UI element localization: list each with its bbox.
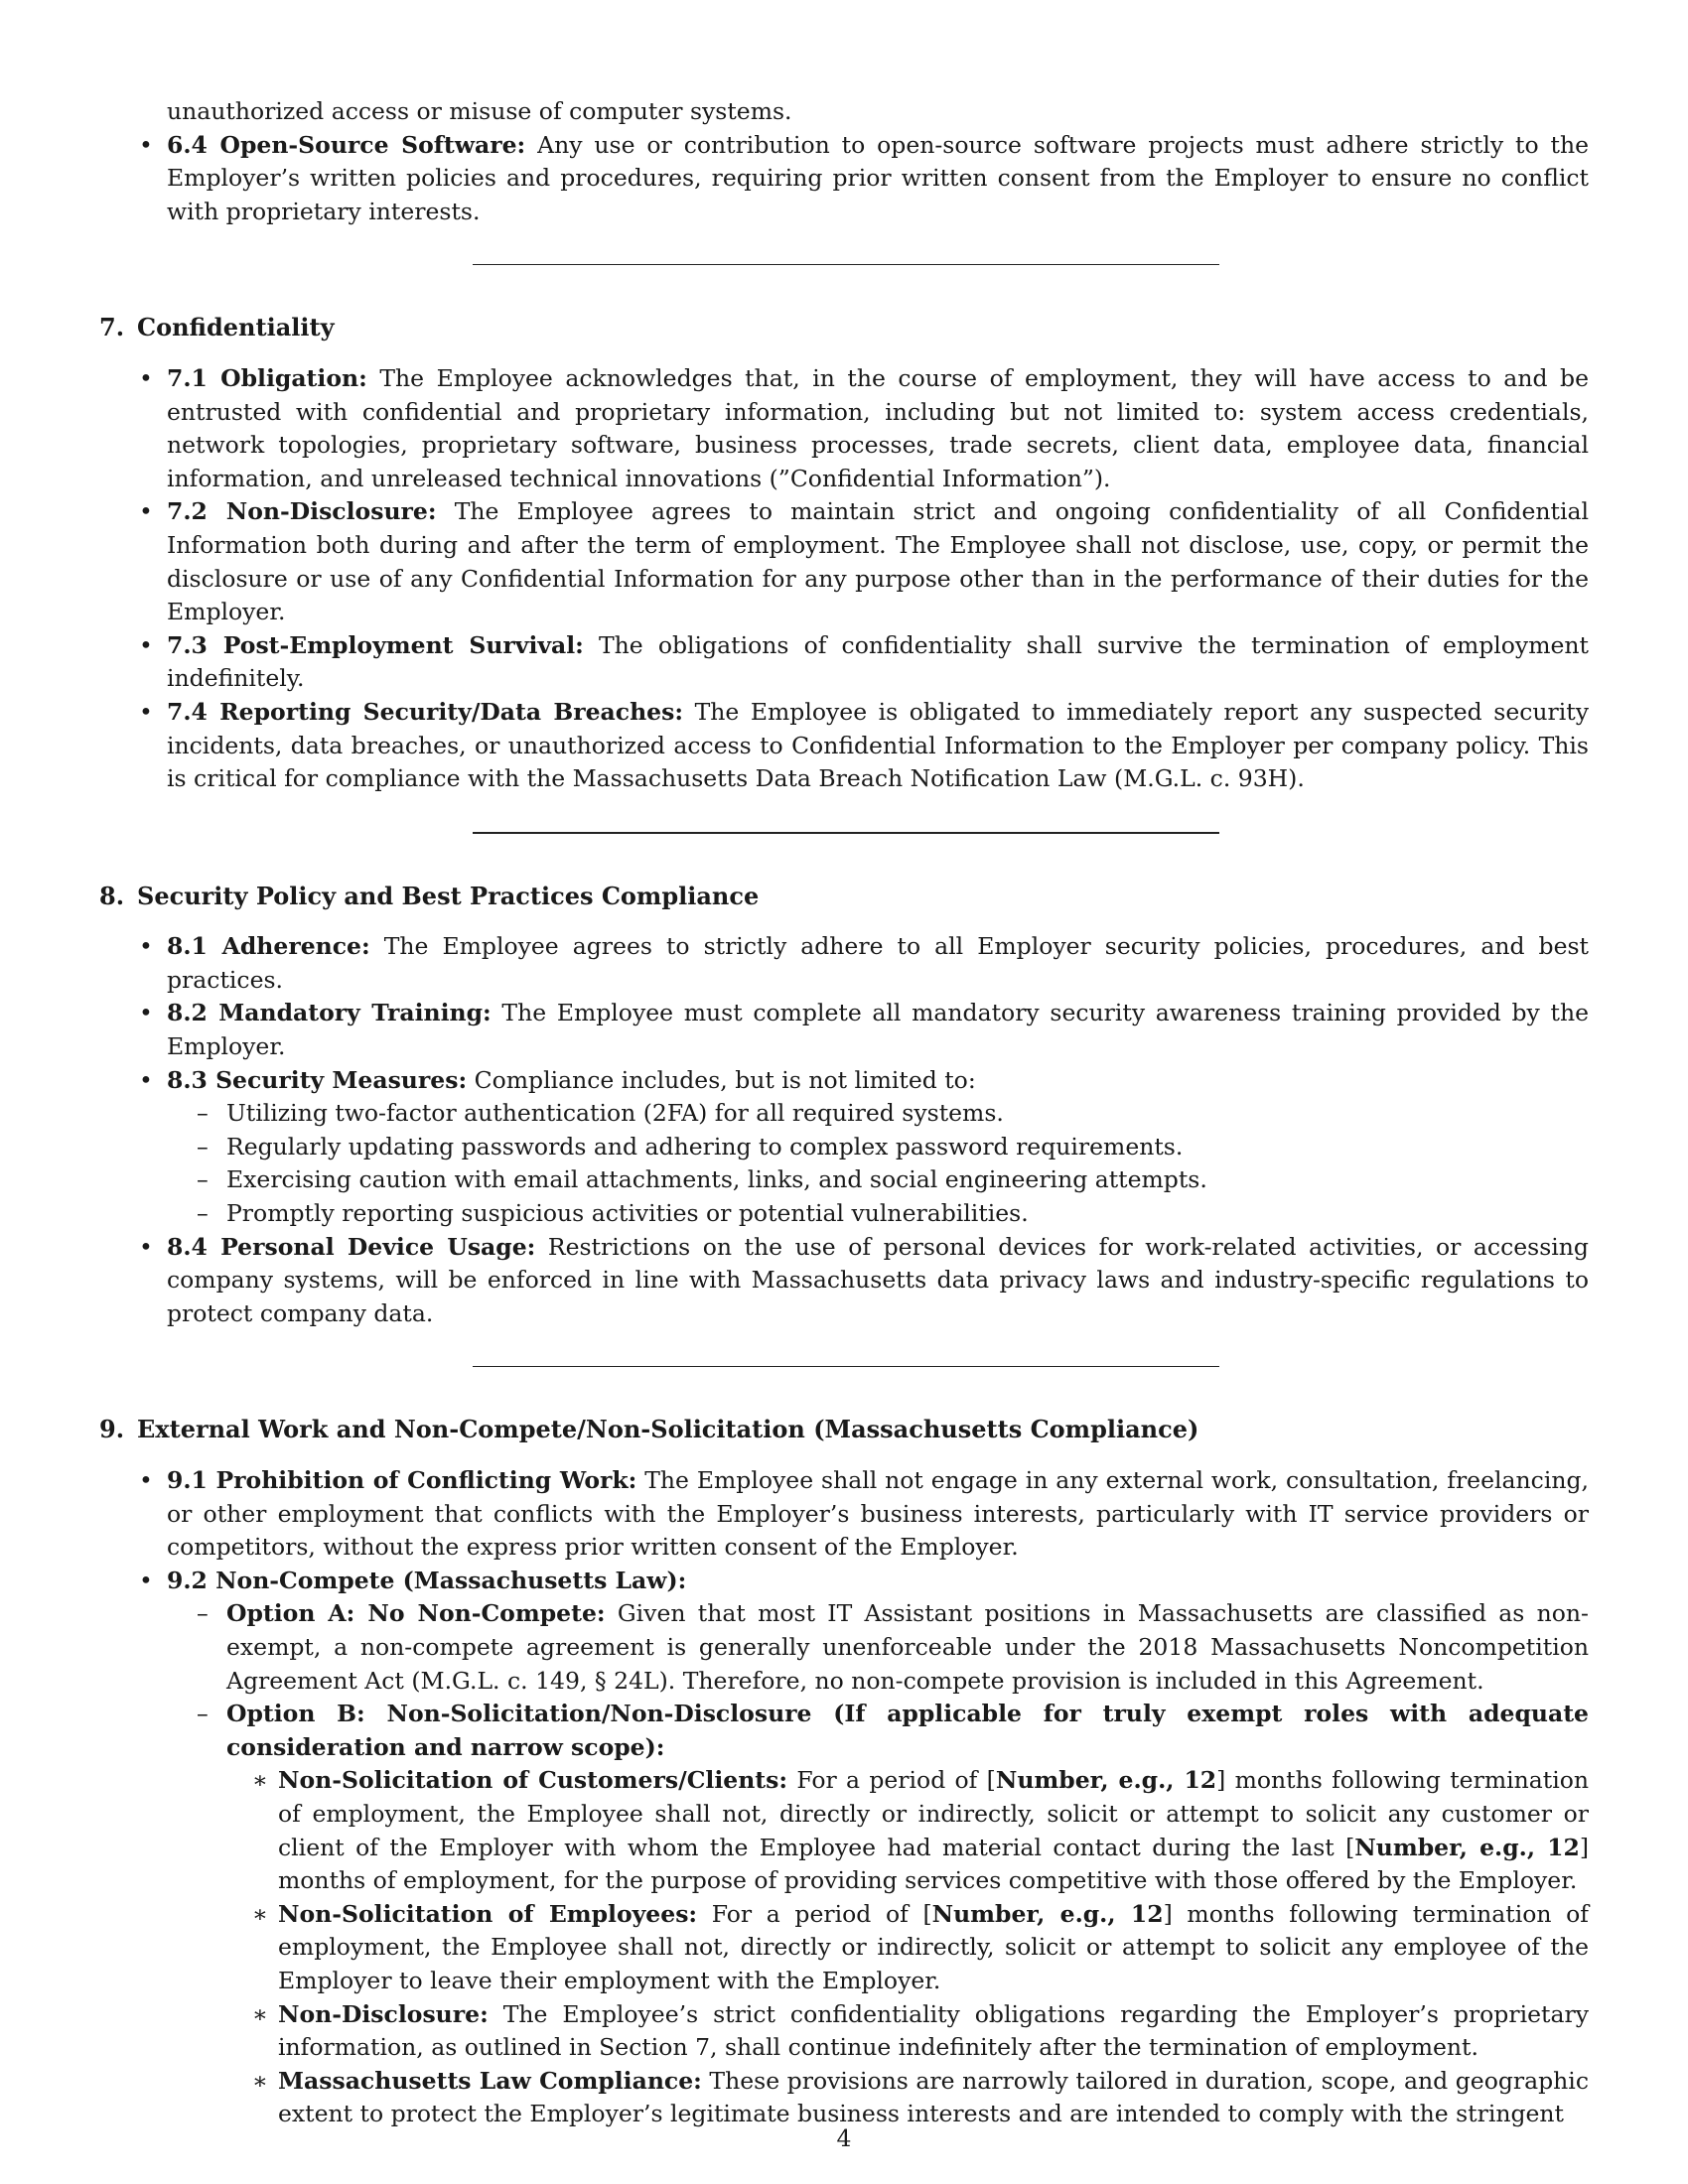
section-title: Confidentiality [137, 313, 335, 342]
provision-label: Non-Solicitation of Employees: [278, 1899, 698, 1928]
item-text: The Employee agrees to maintain strict and ongoing confidentiality of all Confidential Information both during and after the term of employment. The Employee shall not disclose, use, copy, or permit the disclosure or use of any Confidential Information for any purpose other than in the performance of their duties for the Employer. [167, 497, 1589, 626]
security-measures-list [167, 1097, 1589, 1230]
section-heading-9 [99, 1413, 1589, 1446]
list-item-8-4 [99, 1231, 1589, 1331]
provision-text: The Employee’s strict confidentiality obligations regarding the Employer’s proprietary information, as outlined in Section 7, shall continue indefinitely after the termination of employment. [278, 1999, 1589, 2062]
item-text: Restrictions on the use of personal devices for work-related activities, or accessing company systems, will be enforced in line with Massachusetts data privacy laws and industry-specific regulations to protect company data. [167, 1232, 1589, 1327]
item-label: 8.2 Mandatory Training: [167, 999, 492, 1027]
list-subitem: – Exercising caution with email attachments, links, and social engineering attempts. [167, 1163, 1589, 1197]
item-text: Compliance includes, but is not limited to: [474, 1065, 976, 1094]
provision-text: ] months of employment, for the purpose of providing services competitive with those offered by the Employer. [278, 1833, 1589, 1895]
item-label: 6.4 Open-Source Software: [167, 130, 526, 159]
section-heading-8 [99, 880, 1589, 913]
provision-text: ] months following termination of employment, the Employee shall not, directly or indirectly, solicit or attempt to solicit any employee of the Employer to leave their employment with the Employer. [278, 1899, 1589, 1994]
list-item-7-2 [99, 495, 1589, 628]
provision-ma-compliance [226, 2065, 1589, 2131]
item-label: 7.3 Post-Employment Survival: [167, 630, 584, 659]
list-subitem: – Utilizing two-factor authentication (2FA) for all required systems. [167, 1097, 1589, 1131]
option-label: Option A: No Non-Compete: [226, 1599, 606, 1628]
item-text: The Employee acknowledges that, in the course of employment, they will have access to and be entrusted with confidential and proprietary information, including but not limited to: system access credentials, network topologies, proprietary software, business processes, trade secrets, client data, employee data, financial information, and unreleased technical innovations (”Confidential Information”). [167, 363, 1589, 492]
section-9-list [99, 1464, 1589, 2131]
provision-text: ] months following termination of employment, the Employee shall not, directly or indirectly, solicit or attempt to solicit any customer or client of the Employer with whom the Employee had material contact during the last [ [278, 1766, 1590, 1861]
list-item-8-1 [99, 930, 1589, 997]
section-divider [473, 264, 1219, 265]
provision-text: For a period of [ [711, 1899, 932, 1928]
option-b [167, 1698, 1589, 2131]
option-label: Option B: Non-Solicitation/Non-Disclosure (If applicable for truly exempt roles with adequate consideration and narrow scope): [226, 1700, 1589, 1761]
section-title: External Work and Non-Compete/Non-Solicitation (Massachusetts Compliance) [137, 1415, 1199, 1444]
section-title: Security Policy and Best Practices Compliance [137, 881, 760, 910]
item-label: 8.4 Personal Device Usage: [167, 1232, 536, 1261]
provision-text: For a period of [ [796, 1766, 996, 1795]
list-item-6-4 [99, 129, 1589, 229]
provision-employees [226, 1898, 1589, 1998]
item-text: The obligations of confidentiality shall survive the termination of employment indefinitely. [167, 630, 1589, 693]
list-item-7-1 [99, 362, 1589, 495]
placeholder-number: Number, e.g., 12 [931, 1899, 1164, 1928]
list-item-9-1 [99, 1464, 1589, 1565]
item-text: The Employee is obligated to immediately report any suspected security incidents, data breaches, or unauthorized access to Confidential Information to the Employer per company policy. This is critical for compliance with the Massachusetts Data Breach Notification Law (M.G.L. c. 93H). [167, 697, 1589, 793]
item-label: 8.3 Security Measures: [167, 1065, 468, 1094]
provision-label: Non-Solicitation of Customers/Clients: [278, 1766, 788, 1795]
list-item-7-3 [99, 629, 1589, 696]
item-text: The Employee shall not engage in any external work, consultation, freelancing, or other employment that conflicts with the Employer’s business interests, particularly with IT service providers or competitors, without the express prior written consent of the Employer. [167, 1466, 1589, 1562]
placeholder-number: Number, e.g., 12 [995, 1766, 1217, 1795]
section-number: 7. [99, 313, 125, 342]
section-number: 9. [99, 1415, 125, 1444]
continued-text: unauthorized access or misuse of computer systems. [167, 97, 792, 125]
section-divider [473, 832, 1219, 834]
item-label: 9.1 Prohibition of Conflicting Work: [167, 1466, 637, 1494]
placeholder-number: Number, e.g., 12 [1354, 1833, 1580, 1861]
section-heading-7 [99, 311, 1589, 344]
option-a [167, 1597, 1589, 1698]
item-label: 7.1 Obligation: [167, 363, 367, 392]
list-item-8-2 [99, 997, 1589, 1063]
list-item-9-2 [99, 1565, 1589, 2131]
option-text: Given that most IT Assistant positions in Massachusetts are classified as non-exempt, a non-compete agreement is generally unenforceable under the 2018 Massachusetts Noncompetition Agreement Act (M.G.L. c. 149, § 24L). Therefore, no non-compete provision is included in this Agreement. [226, 1599, 1589, 1695]
list-item-7-4 [99, 696, 1589, 796]
option-b-provisions [226, 1764, 1589, 2131]
section-6-list [99, 129, 1589, 229]
section-7-list [99, 362, 1589, 796]
item-label: 7.4 Reporting Security/Data Breaches: [167, 697, 684, 726]
list-item-8-3 [99, 1064, 1589, 1231]
page-number: 4 [836, 2124, 852, 2152]
provision-customers [226, 1764, 1589, 1897]
section-divider [473, 1366, 1219, 1367]
item-label: 8.1 Adherence: [167, 932, 370, 961]
provision-non-disclosure [226, 1998, 1589, 2065]
non-compete-options-list [167, 1597, 1589, 2131]
item-text: The Employee agrees to strictly adhere to all Employer security policies, procedures, and best practices. [167, 932, 1589, 994]
list-subitem: – Regularly updating passwords and adhering to complex password requirements. [167, 1131, 1589, 1164]
item-label: 9.2 Non-Compete (Massachusetts Law): [167, 1566, 687, 1594]
item-text: The Employee must complete all mandatory security awareness training provided by the Employer. [167, 999, 1589, 1061]
provision-text: These provisions are narrowly tailored in duration, scope, and geographic extent to protect the Employer’s legitimate business interests and are intended to comply with the stringent [278, 2066, 1589, 2128]
provision-label: Non-Disclosure: [278, 1999, 489, 2028]
item-label: 7.2 Non-Disclosure: [167, 497, 437, 526]
section-number: 8. [99, 881, 125, 910]
item-text: Any use or contribution to open-source software projects must adhere strictly to the Employer’s written policies and procedures, requiring prior written consent from the Employer to ensure no conflict with proprietary interests. [167, 130, 1589, 225]
section-8-list [99, 930, 1589, 1330]
list-subitem: – Promptly reporting suspicious activities or potential vulnerabilities. [167, 1197, 1589, 1231]
document-page [99, 95, 1589, 2131]
provision-label: Massachusetts Law Compliance: [278, 2066, 702, 2095]
